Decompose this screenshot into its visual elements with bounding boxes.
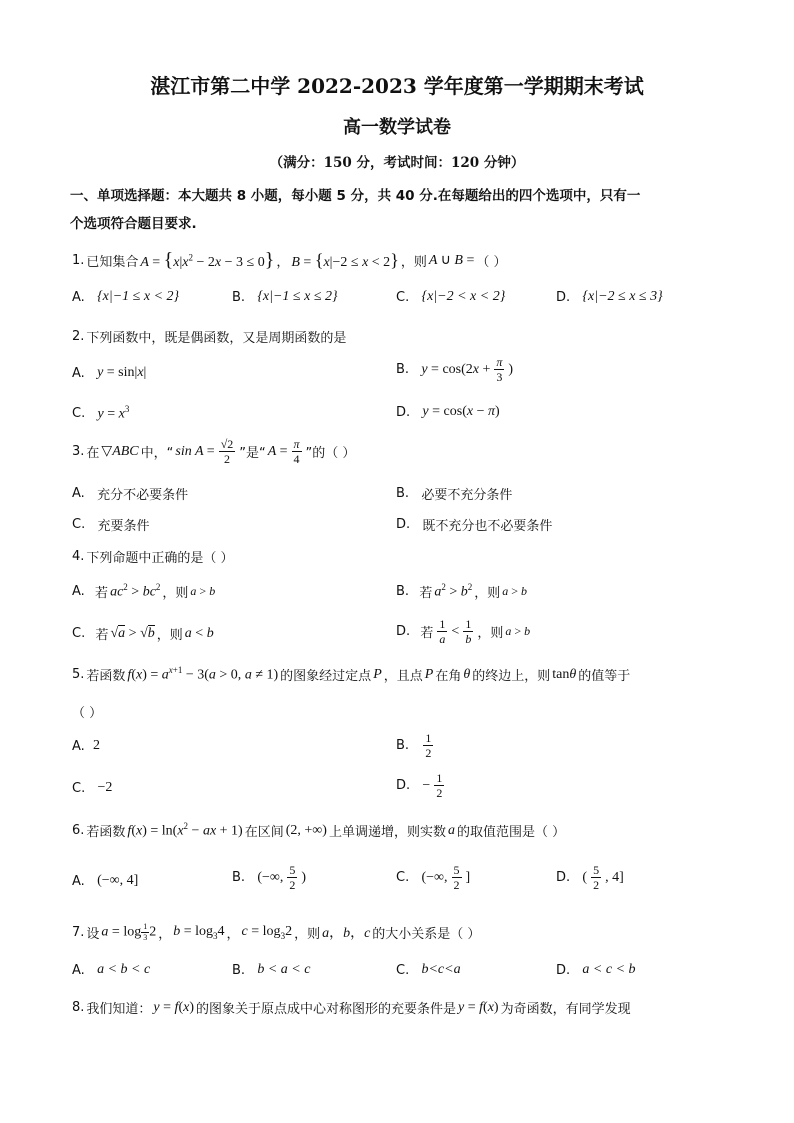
q1-set-a: $A = \{x|x^2 - 2x - 3 \le 0\}$	[140, 249, 275, 271]
paper-title: 高一数学试卷	[343, 117, 451, 138]
q6-option-a: A. (−∞, 4]	[72, 873, 139, 889]
q5-text-c: ，且点	[383, 669, 423, 684]
q3-text-c: ”是“	[239, 446, 266, 461]
option-label: C.	[396, 962, 410, 978]
q2-option-a: A. y = sin|x|	[72, 365, 147, 381]
q7-option-b-text: b < a < c	[257, 962, 311, 977]
q4-option-a: A. 若 $ac^2 > bc^2$ ，则 a > b	[72, 582, 216, 601]
q1-paren: （ ）	[476, 255, 507, 270]
q5-text-e: 的终边上，则	[472, 669, 551, 684]
option-label: C.	[72, 626, 86, 641]
q3-option-d-text: 既不充分也不必要条件	[422, 519, 553, 534]
option-label: A.	[72, 962, 85, 978]
option-label: D.	[396, 778, 411, 793]
q3-option-a-text: 充分不必要条件	[97, 488, 189, 503]
option-label: A.	[72, 738, 85, 754]
q1-option-b-text: {x|−1 ≤ x ≤ 2}	[257, 289, 338, 304]
option-label: B.	[396, 738, 410, 753]
q3-text-b: 中，“	[140, 446, 174, 461]
q5-text-a: 若函数	[86, 669, 126, 684]
exam-meta: （满分：150 分，考试时间：120 分钟）	[269, 155, 525, 171]
question-2	[72, 327, 346, 346]
q7-option-d	[556, 962, 636, 978]
section-heading-line2: 个选项符合题目要求.	[70, 216, 197, 232]
option-label: B.	[396, 362, 410, 377]
question-4	[72, 547, 234, 566]
option-label: C.	[396, 289, 410, 305]
option-label: A.	[72, 584, 85, 599]
q5-option-d: D. − $\frac{1}{2}$	[396, 771, 443, 800]
question-8: 8. 我们知道： y = f(x) 的图象关于原点成中心对称图形的充要条件是 y = f(x) 为奇函数，有同学发现	[72, 999, 631, 1017]
q2-text: 下列函数中，既是偶函数，又是周期函数的是	[86, 331, 347, 346]
q7-option-a-text: a < b < c	[97, 962, 151, 977]
q8-number: 8.	[72, 1000, 85, 1015]
option-label: B.	[232, 289, 246, 305]
q7-option-b	[232, 962, 310, 978]
option-label: C.	[72, 517, 86, 532]
question-3: 3. 在 ▽ABC 中，“ sin A = $\frac{√2}{2}$ ”是“ A = $\frac{\pi}{4}$ ”的（ ）	[72, 437, 356, 466]
q3-option-b	[396, 484, 512, 503]
option-label: A.	[72, 289, 85, 305]
q3-number: 3.	[72, 444, 85, 459]
q5-option-b: B. $\frac{1}{2}$	[396, 731, 432, 760]
q3-triangle: ▽ABC	[101, 444, 139, 459]
q1-option-a	[72, 289, 179, 305]
q1-option-c-text: {x|−2 < x < 2}	[421, 289, 506, 304]
q2-option-c: C. $y = x^3$	[72, 404, 130, 422]
option-label: C.	[72, 780, 86, 796]
q1-option-a-text: {x|−1 ≤ x < 2}	[97, 289, 180, 304]
q1-union: A ∪ B =	[428, 253, 475, 268]
q4-text: 下列命题中正确的是（ ）	[86, 551, 234, 566]
q4-option-d: D. 若 $\frac{1}{a}$ < $\frac{1}{b}$ ，则 a > b	[396, 617, 531, 646]
q1-option-d	[556, 289, 663, 305]
q2-option-d: D. y = cos(x − π)	[396, 404, 500, 420]
option-label: A.	[72, 365, 85, 381]
q6-option-d: D. ( $\frac{5}{2}$ , 4]	[556, 863, 624, 892]
q8-text-c: 为奇函数，有同学发现	[500, 1002, 631, 1017]
q6-text-d: 的取值范围是（ ）	[456, 825, 566, 840]
q3-text-a: 在	[86, 446, 100, 461]
q7-text-a: 设	[86, 926, 100, 942]
q1-text: 已知集合	[86, 255, 139, 270]
option-label: D.	[556, 870, 571, 885]
q5-text-d: 在角	[435, 669, 462, 684]
option-label: D.	[396, 624, 411, 639]
option-label: C.	[72, 405, 86, 421]
q3-option-a	[72, 484, 188, 503]
q5-text-f: 的值等于	[578, 669, 631, 684]
q3-option-b-text: 必要不充分条件	[421, 488, 513, 503]
q5-option-a: A. 2	[72, 738, 100, 754]
q7-option-d-text: a < c < b	[582, 962, 636, 977]
q3-option-c-text: 充要条件	[97, 519, 150, 534]
q6-number: 6.	[72, 823, 85, 838]
option-label: B.	[232, 870, 246, 885]
option-label: B.	[396, 486, 410, 501]
option-label: A.	[72, 486, 85, 501]
question-1: 1. 已知集合 $A = \{x|x^2 - 2x - 3 \le 0\}$ ， B = {x|−2 ≤ x < 2} ，则 A ∪ B = （ ）	[72, 249, 507, 271]
q6-text-b: 在区间	[244, 825, 284, 840]
option-label: A.	[72, 873, 85, 889]
option-label: D.	[556, 962, 571, 978]
option-label: D.	[396, 404, 411, 420]
q6-text-c: 上单调递增，则实数	[328, 825, 446, 840]
section-heading-line1: 一、单项选择题：本大题共 8 小题，每小题 5 分，共 40 分.在每题给出的四个选项中，只有一	[70, 188, 641, 204]
q6-option-b: B. (−∞, $\frac{5}{2}$ )	[232, 863, 307, 892]
question-5: 5. 若函数 $f(x) = a^{x+1} - 3(a > 0$, a ≠ 1) 的图象经过定点 P ，且点 P 在角 θ 的终边上，则 tanθ 的值等于	[72, 665, 631, 684]
q1-number: 1.	[72, 253, 85, 268]
q7-number: 7.	[72, 924, 85, 940]
q1-set-b: B = {x|−2 ≤ x < 2}	[291, 250, 399, 270]
q5-number: 5.	[72, 667, 85, 682]
question-6: 6. 若函数 $f(x) = \ln(x^2$ − ax + 1) 在区间 (2, +∞) 上单调递增，则实数 a 的取值范围是（ ）	[72, 821, 566, 840]
option-label: D.	[396, 517, 411, 532]
q3-option-c	[72, 515, 150, 534]
q7-option-c-text: b<c<a	[421, 962, 461, 977]
q4-option-b: B. 若 $a^2 > b^2$ ，则 a > b	[396, 582, 528, 601]
q4-number: 4.	[72, 549, 85, 564]
q3-text-d: ”的（ ）	[305, 446, 356, 461]
option-label: C.	[396, 870, 410, 885]
q8-text-a: 我们知道：	[86, 1002, 152, 1017]
q1-option-d-text: {x|−2 ≤ x ≤ 3}	[582, 289, 663, 304]
q6-option-c: C. (−∞, $\frac{5}{2}$ ]	[396, 863, 471, 892]
q2-number: 2.	[72, 329, 85, 344]
q6-text-a: 若函数	[86, 825, 126, 840]
q5-option-c: C. −2	[72, 780, 113, 796]
q4-option-c: C. 若 √a > √b ，则 a < b	[72, 625, 214, 643]
exam-title: 湛江市第二中学 2022-2023 学年度第一学期期末考试	[150, 74, 644, 98]
option-label: B.	[232, 962, 246, 978]
option-label: D.	[556, 289, 571, 305]
q3-option-d	[396, 515, 552, 534]
q7-option-a	[72, 962, 150, 978]
q5-paren: （ ）	[72, 706, 103, 721]
q7-option-c	[396, 962, 461, 978]
q1-then: ，则	[400, 255, 427, 270]
q1-option-c	[396, 289, 505, 305]
option-label: B.	[396, 584, 410, 599]
q5-text-b: 的图象经过定点	[280, 669, 372, 684]
q2-option-b: B. y = cos(2x + $\frac{\pi}{3}$ )	[396, 355, 514, 384]
q1-option-b	[232, 289, 338, 305]
q7-text-c: 的大小关系是（ ）	[372, 926, 481, 942]
q8-text-b: 的图象关于原点成中心对称图形的充要条件是	[196, 1002, 457, 1017]
q7-text-b: ，则	[294, 926, 321, 942]
question-7: 7. 设 a = log $\frac{1}{3}$ 2 ， $b = \log_34$ ， $c = \log_32$ ，则 a，b，c 的大小关系是（ ）	[72, 921, 481, 942]
